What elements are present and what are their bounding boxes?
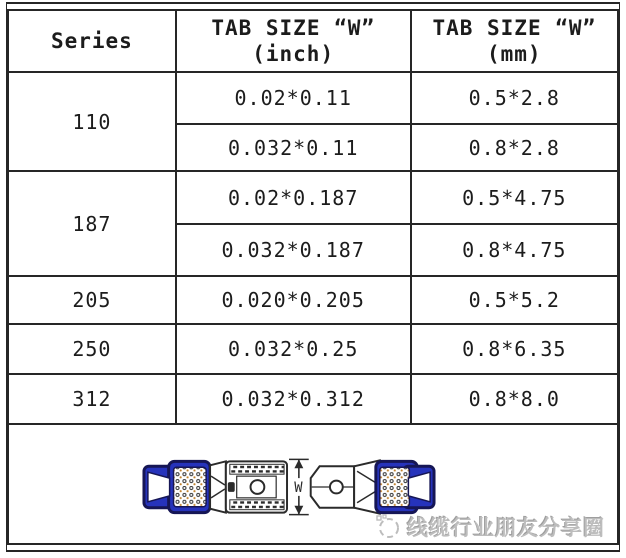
mm-cell: 0.8*2.8: [411, 124, 618, 171]
inch-cell: 0.02*0.11: [176, 72, 411, 124]
inch-cell: 0.032*0.312: [176, 374, 411, 424]
header-mm-line2: (mm): [487, 42, 542, 66]
mm-cell: 0.8*8.0: [411, 374, 618, 424]
table-row: [8, 276, 618, 324]
series-cell-110: 110: [8, 72, 176, 171]
outer-frame: [6, 2, 620, 552]
table-row: [8, 72, 618, 124]
dimension-label: W: [294, 479, 304, 496]
terminal-diagram: [141, 451, 617, 523]
table-row: [8, 374, 618, 424]
series-cell-187: 187: [8, 171, 176, 276]
series-cell-312: 312: [8, 374, 176, 424]
mm-cell: 0.8*6.35: [411, 324, 618, 374]
width-dimension-marker: [289, 459, 309, 514]
inch-cell: 0.032*0.11: [176, 124, 411, 171]
header-mm-line1: TAB SIZE “W”: [432, 15, 597, 40]
header-inch-line1: TAB SIZE “W”: [211, 15, 376, 40]
series-cell-250: 250: [8, 324, 176, 374]
header-inch-line2: (inch): [252, 42, 335, 66]
watermark-text: 线缆行业朋友分享圈: [407, 516, 605, 540]
series-cell-205: 205: [8, 276, 176, 324]
header-tab-size-mm: [411, 10, 618, 72]
header-tab-size-inch: [176, 10, 411, 72]
header-series: Series: [8, 10, 176, 72]
mm-cell: 0.8*4.75: [411, 224, 618, 276]
female-terminal-icon: [144, 461, 287, 512]
male-terminal-icon: [311, 460, 434, 513]
mm-cell: 0.5*4.75: [411, 171, 618, 224]
inch-cell: 0.032*0.25: [176, 324, 411, 374]
inch-cell: 0.02*0.187: [176, 171, 411, 224]
terminal-diagram-cell: [8, 424, 618, 544]
table-header-row: [8, 10, 618, 72]
mm-cell: 0.5*5.2: [411, 276, 618, 324]
inch-cell: 0.032*0.187: [176, 224, 411, 276]
diagram-row: [8, 424, 618, 544]
inch-cell: 0.020*0.205: [176, 276, 411, 324]
terminal-connectors-illustration: [141, 451, 437, 523]
table-row: [8, 171, 618, 224]
tab-size-table: [7, 9, 619, 545]
mm-cell: 0.5*2.8: [411, 72, 618, 124]
table-row: [8, 324, 618, 374]
